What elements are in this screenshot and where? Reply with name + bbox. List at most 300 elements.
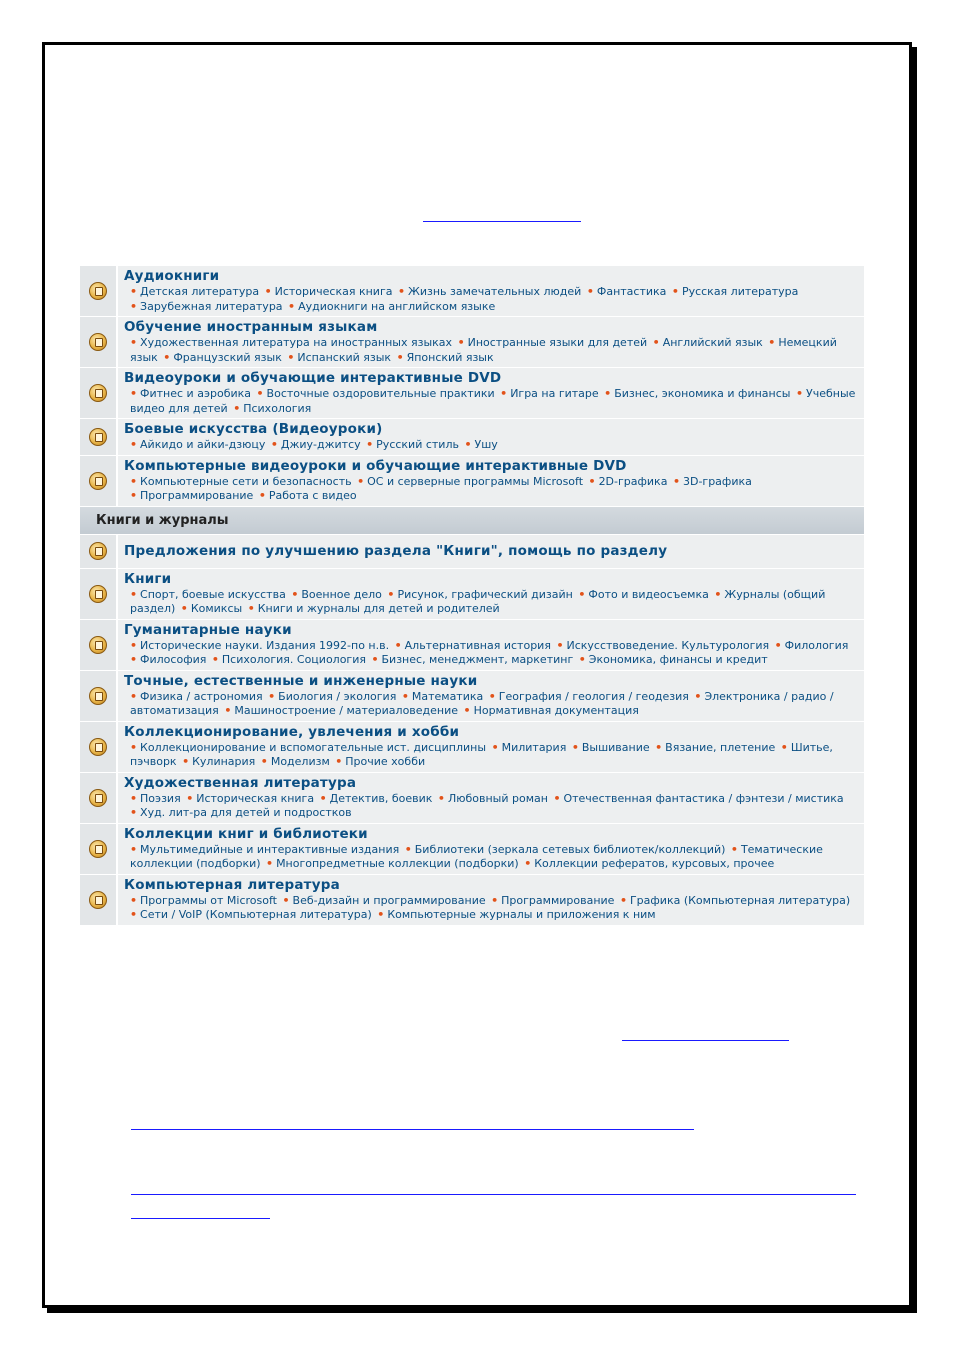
subforum-label: Французский язык [173, 350, 282, 364]
subforum-link[interactable] [266, 857, 519, 870]
forum-title-link[interactable]: Гуманитарные науки [124, 621, 292, 638]
subforum-link[interactable] [259, 489, 357, 502]
subforum-link[interactable] [130, 588, 286, 601]
subforum-label: Бизнес, менеджмент, маркетинг [381, 653, 574, 666]
subforum-label: Прочие хобби [345, 755, 426, 768]
subforum-link[interactable] [395, 639, 551, 652]
hyperlink-underline[interactable] [131, 1129, 694, 1130]
forum-row-content [118, 875, 864, 925]
subforum-link[interactable] [130, 741, 486, 754]
subforum-label: Книги и журналы для детей и родителей [257, 602, 500, 615]
subforum-list [124, 894, 860, 923]
subforum-link[interactable] [287, 351, 391, 364]
forum-title-link[interactable]: Боевые искусства (Видеоуроки) [124, 421, 383, 437]
category-header[interactable]: Книги и журналы [80, 507, 864, 535]
subforum-link[interactable] [366, 438, 459, 451]
subforum-label: Машиностроение / материаловедение [234, 704, 459, 717]
forum-row-content [118, 773, 864, 823]
subforum-label: Моделизм [270, 755, 330, 768]
forum-folder-icon [89, 687, 107, 705]
subforum-label: Экономика, финансы и кредит [588, 653, 768, 666]
bullet-icon: • [268, 689, 276, 703]
bullet-icon: • [130, 689, 138, 703]
forum-icon-cell [80, 317, 118, 367]
subforum-link[interactable] [500, 387, 599, 400]
forum-row [80, 773, 864, 824]
bullet-icon: • [768, 336, 776, 349]
bullet-icon: • [655, 740, 663, 754]
subforum-list [124, 387, 860, 416]
forum-icon-cell [80, 875, 118, 925]
forum-row-content [118, 722, 864, 772]
subforum-label: ОС и серверные программы Microsoft [367, 474, 584, 488]
bullet-icon: • [604, 387, 612, 400]
bullet-icon: • [464, 438, 472, 451]
forum-title-link[interactable]: Компьютерные видеоуроки и обучающие интерактивные DVD [124, 457, 627, 474]
bullet-icon: • [130, 489, 138, 502]
subforum-link[interactable] [464, 704, 639, 717]
bullet-icon: • [130, 438, 138, 451]
hyperlink-underline[interactable] [131, 1194, 856, 1195]
subforum-label: Мультимедийные и интерактивные издания [140, 842, 400, 856]
forum-icon-cell [80, 419, 118, 455]
subforum-label: Зарубежная литература [140, 299, 283, 313]
subforum-label: Фантастика [596, 285, 667, 298]
subforum-label: Рисунок, графический дизайн [397, 587, 573, 601]
forum-folder-icon [89, 789, 107, 807]
subforum-link[interactable] [357, 475, 583, 488]
subforum-label: Философия [140, 653, 207, 666]
forum-icon-cell [80, 671, 118, 721]
subforum-label: Детектив, боевик [329, 791, 433, 805]
subforum-label: Кулинария [192, 755, 256, 768]
subforum-link[interactable] [130, 690, 263, 703]
bullet-icon: • [186, 791, 194, 805]
forum-title-link[interactable]: Видеоуроки и обучающие интерактивные DVD [124, 370, 502, 386]
subforum-label: Сети / VoIP (Компьютерная литература) [140, 908, 372, 921]
forum-folder-icon [89, 428, 107, 446]
subforum-label: Английский язык [662, 336, 763, 349]
subforum-link[interactable] [320, 792, 433, 805]
subforum-label: Филология [784, 638, 849, 652]
subforum-label: Худ. лит-ра для детей и подростков [140, 806, 352, 819]
bullet-icon: • [795, 387, 803, 400]
subforum-link[interactable] [212, 653, 366, 666]
hyperlink-underline[interactable] [423, 221, 581, 222]
subforum-label: Нормативная документация [473, 704, 639, 717]
forum-row-content [118, 569, 864, 619]
subforum-label: Комиксы [190, 602, 243, 615]
bullet-icon: • [672, 474, 680, 488]
subforum-link[interactable] [398, 285, 581, 298]
subforum-link[interactable] [130, 653, 206, 666]
subforum-link[interactable] [397, 351, 494, 364]
forum-title-link[interactable]: Книги [124, 570, 172, 587]
forum-row-content [118, 317, 864, 367]
bullet-icon: • [437, 791, 445, 805]
forum-row-content [118, 419, 864, 455]
subforum-label: Спорт, боевые искусства [140, 587, 286, 601]
subforum-link[interactable] [553, 792, 843, 805]
subforum-label: Искусствоведение. Культурология [566, 638, 770, 652]
forum-row [80, 456, 864, 507]
subforum-label: Военное дело [301, 587, 382, 601]
subforum-label: Веб-дизайн и программирование [292, 893, 486, 907]
subforum-link[interactable] [402, 690, 483, 703]
subforum-link[interactable] [130, 908, 372, 921]
forum-icon-cell [80, 722, 118, 772]
forum-folder-icon [89, 333, 107, 351]
forum-title-link[interactable]: Аудиокниги [124, 268, 220, 284]
subforum-label: Графика (Компьютерная литература) [629, 893, 851, 907]
bullet-icon: • [491, 893, 499, 907]
subforum-label: Детская литература [140, 285, 260, 298]
subforum-list [124, 639, 860, 668]
subforum-label: Вязание, плетение [665, 740, 776, 754]
hyperlink-underline[interactable] [131, 1218, 270, 1219]
bullet-icon: • [163, 350, 171, 364]
subforum-link[interactable] [578, 588, 709, 601]
forum-row [80, 824, 864, 875]
subforum-link[interactable] [163, 351, 282, 364]
bullet-icon: • [180, 602, 188, 615]
bullet-icon: • [130, 387, 138, 400]
subforum-label: Многопредметные коллекции (подборки) [276, 857, 519, 870]
forum-folder-icon [89, 542, 107, 560]
subforum-label: Программирование [140, 489, 254, 502]
bullet-icon: • [130, 806, 138, 819]
forum-folder-icon [89, 891, 107, 909]
forum-folder-icon [89, 840, 107, 858]
subforum-link[interactable] [491, 894, 614, 907]
subforum-list [124, 438, 860, 453]
subforum-label: Альтернативная история [404, 638, 551, 652]
bullet-icon: • [130, 285, 138, 298]
subforum-label: Психология. Социология [221, 653, 366, 666]
forum-icon-cell [80, 456, 118, 506]
subforum-link[interactable] [579, 653, 768, 666]
subforum-link[interactable] [130, 792, 181, 805]
bullet-icon: • [730, 842, 738, 856]
forum-row [80, 266, 864, 317]
forum-row [80, 671, 864, 722]
bullet-icon: • [130, 653, 138, 666]
forum-title-link[interactable]: Коллекции книг и библиотеки [124, 825, 368, 842]
bullet-icon: • [694, 689, 702, 703]
bullet-icon: • [571, 740, 579, 754]
subforum-link[interactable] [672, 285, 799, 298]
subforum-link[interactable] [130, 639, 389, 652]
subforum-link[interactable] [130, 894, 277, 907]
bullet-icon: • [260, 755, 268, 768]
bullet-icon: • [457, 336, 465, 349]
bullet-icon: • [397, 285, 406, 298]
forum-row [80, 620, 864, 671]
forum-row [80, 368, 864, 419]
subforum-link[interactable] [492, 741, 567, 754]
bullet-icon: • [130, 791, 138, 805]
subforum-label: Историческая книга [196, 791, 315, 805]
subforum-link[interactable] [458, 336, 648, 349]
subforum-link[interactable] [130, 285, 259, 298]
subforum-link[interactable] [377, 908, 655, 921]
forum-icon-cell [80, 773, 118, 823]
subforum-label: Вышивание [581, 740, 650, 754]
forum-row-content [118, 620, 864, 670]
subforum-link[interactable] [291, 588, 382, 601]
subforum-label: Испанский язык [297, 350, 392, 364]
forum-row-content [118, 671, 864, 721]
subforum-label: Электроника / радио / автоматизация [130, 689, 834, 717]
subforum-link[interactable] [288, 300, 495, 313]
bullet-icon: • [714, 587, 722, 601]
subforum-link[interactable] [233, 402, 311, 415]
bullet-icon: • [291, 587, 299, 601]
subforum-link[interactable] [620, 894, 850, 907]
bullet-icon: • [578, 587, 586, 601]
subforum-link[interactable] [335, 755, 425, 768]
subforum-label: Библиотеки (зеркала сетевых библиотек/коллекций) [414, 842, 726, 856]
subforum-link[interactable] [257, 387, 495, 400]
subforum-link[interactable] [130, 438, 265, 451]
forum-icon-cell [80, 620, 118, 670]
bullet-icon: • [130, 299, 138, 313]
subforum-label: Милитария [501, 740, 567, 754]
subforum-label: Журналы (общий раздел) [130, 587, 826, 615]
forum-title-link[interactable]: Компьютерная литература [124, 876, 340, 893]
subforum-label: Учебные видео для детей [130, 387, 856, 415]
subforum-link[interactable] [489, 690, 689, 703]
subforum-link[interactable] [224, 704, 458, 717]
forum-row [80, 569, 864, 620]
subforum-label: Психология [243, 401, 312, 415]
subforum-label: Ушу [474, 438, 498, 451]
subforum-list [124, 336, 860, 365]
subforum-link[interactable] [438, 792, 548, 805]
subforum-link[interactable] [130, 475, 352, 488]
bullet-icon: • [366, 438, 374, 451]
bullet-icon: • [586, 285, 594, 298]
subforum-label: Исторические науки. Издания 1992-по н.в. [140, 638, 390, 652]
forum-group-books [80, 535, 864, 926]
bullet-icon: • [619, 893, 627, 907]
subforum-link[interactable] [775, 639, 849, 652]
subforum-label: Немецкий язык [130, 336, 837, 364]
subforum-label: Восточные оздоровительные практики [266, 387, 495, 400]
bullet-icon: • [282, 893, 290, 907]
forum-title-link[interactable]: Точные, естественные и инженерные науки [124, 672, 478, 689]
subforum-label: Любовный роман [447, 791, 548, 805]
bullet-icon: • [130, 638, 138, 652]
subforum-label: Историческая книга [274, 285, 393, 298]
bullet-icon: • [396, 350, 404, 364]
subforum-link[interactable] [604, 387, 790, 400]
forum-folder-icon [89, 282, 107, 300]
subforum-label: Коллекционирование и вспомогательные ист. дисциплины [140, 740, 487, 754]
subforum-link[interactable] [182, 755, 255, 768]
bullet-icon: • [130, 587, 138, 601]
subforum-link[interactable] [673, 475, 752, 488]
forum-row-content [118, 535, 864, 568]
bullet-icon: • [524, 857, 532, 870]
subforum-list [124, 843, 860, 872]
forum-row [80, 722, 864, 773]
subforum-label: Компьютерные сети и безопасность [140, 474, 352, 488]
subforum-label: Художественная литература на иностранных языках [140, 336, 453, 349]
subforum-link[interactable] [387, 588, 572, 601]
subforum-label: Физика / астрономия [140, 689, 263, 703]
bullet-icon: • [130, 474, 138, 488]
forum-title-link[interactable]: Художественная литература [124, 774, 357, 791]
bullet-icon: • [264, 285, 272, 298]
bullet-icon: • [394, 638, 402, 652]
bullet-icon: • [371, 653, 379, 666]
subforum-label: Бизнес, экономика и финансы [614, 387, 791, 400]
subforum-label: Русская литература [681, 285, 799, 298]
subforum-link[interactable] [556, 639, 769, 652]
subforum-label: Шитье, пэчворк [130, 740, 833, 768]
forum-group-media [80, 266, 864, 507]
subforum-label: География / геология / геодезия [498, 689, 689, 703]
forum-icon-cell [80, 824, 118, 874]
bullet-icon: • [357, 474, 365, 488]
bullet-icon: • [780, 740, 788, 754]
subforum-label: Японский язык [406, 350, 494, 364]
forum-folder-icon [89, 636, 107, 654]
subforum-link[interactable] [261, 755, 330, 768]
bullet-icon: • [488, 689, 496, 703]
subforum-link[interactable] [181, 602, 242, 615]
forum-icon-cell [80, 535, 118, 568]
subforum-label: Фото и видеосъемка [588, 587, 709, 601]
bullet-icon: • [224, 704, 232, 717]
subforum-label: Игра на гитаре [510, 387, 599, 400]
forum-row [80, 317, 864, 368]
bullet-icon: • [130, 336, 138, 349]
bullet-icon: • [578, 653, 586, 666]
bullet-icon: • [233, 401, 241, 415]
subforum-link[interactable] [587, 285, 667, 298]
bullet-icon: • [377, 908, 385, 921]
bullet-icon: • [500, 387, 508, 400]
subforum-link[interactable] [655, 741, 775, 754]
subforum-link[interactable] [271, 438, 361, 451]
subforum-label: 2D-графика [598, 474, 668, 488]
forum-title-link[interactable]: Предложения по улучшению раздела "Книги", помощь по разделу [124, 542, 668, 559]
hyperlink-underline[interactable] [622, 1040, 789, 1041]
forum-icon-cell [80, 569, 118, 619]
bullet-icon: • [335, 755, 343, 768]
subforum-link[interactable] [371, 653, 573, 666]
bullet-icon: • [130, 740, 138, 754]
bullet-icon: • [270, 438, 278, 451]
bullet-icon: • [553, 791, 561, 805]
forum-row-content [118, 824, 864, 874]
subforum-link[interactable] [268, 690, 396, 703]
bullet-icon: • [211, 653, 219, 666]
bullet-icon: • [652, 336, 660, 349]
subforum-list [124, 285, 860, 314]
subforum-link[interactable] [589, 475, 668, 488]
subforum-link[interactable] [130, 300, 283, 313]
subforum-link[interactable] [524, 857, 774, 870]
forum-folder-icon [89, 384, 107, 402]
subforum-list [124, 475, 860, 504]
bullet-icon: • [130, 893, 138, 907]
bullet-icon: • [130, 908, 138, 921]
subforum-link[interactable] [130, 843, 399, 856]
forum-title-link[interactable]: Обучение иностранным языкам [124, 319, 378, 335]
subforum-link[interactable] [248, 602, 500, 615]
subforum-label: Отечественная фантастика / фэнтези / мистика [563, 791, 844, 805]
forum-row-content [118, 266, 864, 316]
subforum-label: Программы от Microsoft [140, 893, 277, 907]
forum-list [80, 266, 864, 926]
subforum-label: Джиу-джитсу [280, 438, 361, 451]
subforum-label: 3D-графика [682, 474, 752, 488]
bullet-icon: • [258, 489, 266, 502]
forum-icon-cell [80, 266, 118, 316]
bullet-icon: • [404, 842, 412, 856]
forum-row [80, 875, 864, 926]
subforum-label: Коллекции рефератов, курсовых, прочее [534, 857, 775, 870]
bullet-icon: • [491, 740, 499, 754]
subforum-link[interactable] [130, 806, 352, 819]
bullet-icon: • [266, 857, 274, 870]
forum-folder-icon [89, 472, 107, 490]
subforum-link[interactable] [283, 894, 486, 907]
subforum-label: Айкидо и айки-дзюцу [140, 438, 266, 451]
bullet-icon: • [319, 791, 327, 805]
subforum-label: Аудиокниги на английском языке [298, 299, 496, 313]
subforum-link[interactable] [186, 792, 314, 805]
forum-row [80, 535, 864, 569]
bullet-icon: • [774, 638, 782, 652]
bullet-icon: • [287, 350, 295, 364]
subforum-link[interactable] [130, 387, 251, 400]
bullet-icon: • [463, 704, 471, 717]
subforum-label: Компьютерные журналы и приложения к ним [387, 908, 656, 921]
bullet-icon: • [588, 474, 596, 488]
subforum-link[interactable] [265, 285, 393, 298]
subforum-label: Тематические коллекции (подборки) [130, 842, 823, 870]
bullet-icon: • [182, 755, 190, 768]
bullet-icon: • [130, 842, 138, 856]
bullet-icon: • [556, 638, 564, 652]
subforum-label: Русский стиль [376, 438, 459, 451]
bullet-icon: • [288, 299, 296, 313]
bullet-icon: • [387, 587, 395, 601]
subforum-label: Фитнес и аэробика [140, 387, 252, 400]
bullet-icon: • [247, 602, 255, 615]
forum-title-link[interactable]: Коллекционирование, увлечения и хобби [124, 723, 460, 740]
subforum-link[interactable] [130, 336, 452, 349]
forum-folder-icon [89, 585, 107, 603]
subforum-link[interactable] [130, 489, 253, 502]
subforum-label: Программирование [501, 893, 615, 907]
subforum-link[interactable] [405, 843, 726, 856]
subforum-link[interactable] [572, 741, 650, 754]
forum-icon-cell [80, 368, 118, 418]
forum-folder-icon [89, 738, 107, 756]
subforum-list [124, 741, 860, 770]
forum-row-content [118, 368, 864, 418]
subforum-label: Поэзия [140, 791, 181, 805]
subforum-label: Математика [411, 689, 484, 703]
subforum-list [124, 792, 860, 821]
subforum-link[interactable] [464, 438, 497, 451]
subforum-link[interactable] [653, 336, 763, 349]
